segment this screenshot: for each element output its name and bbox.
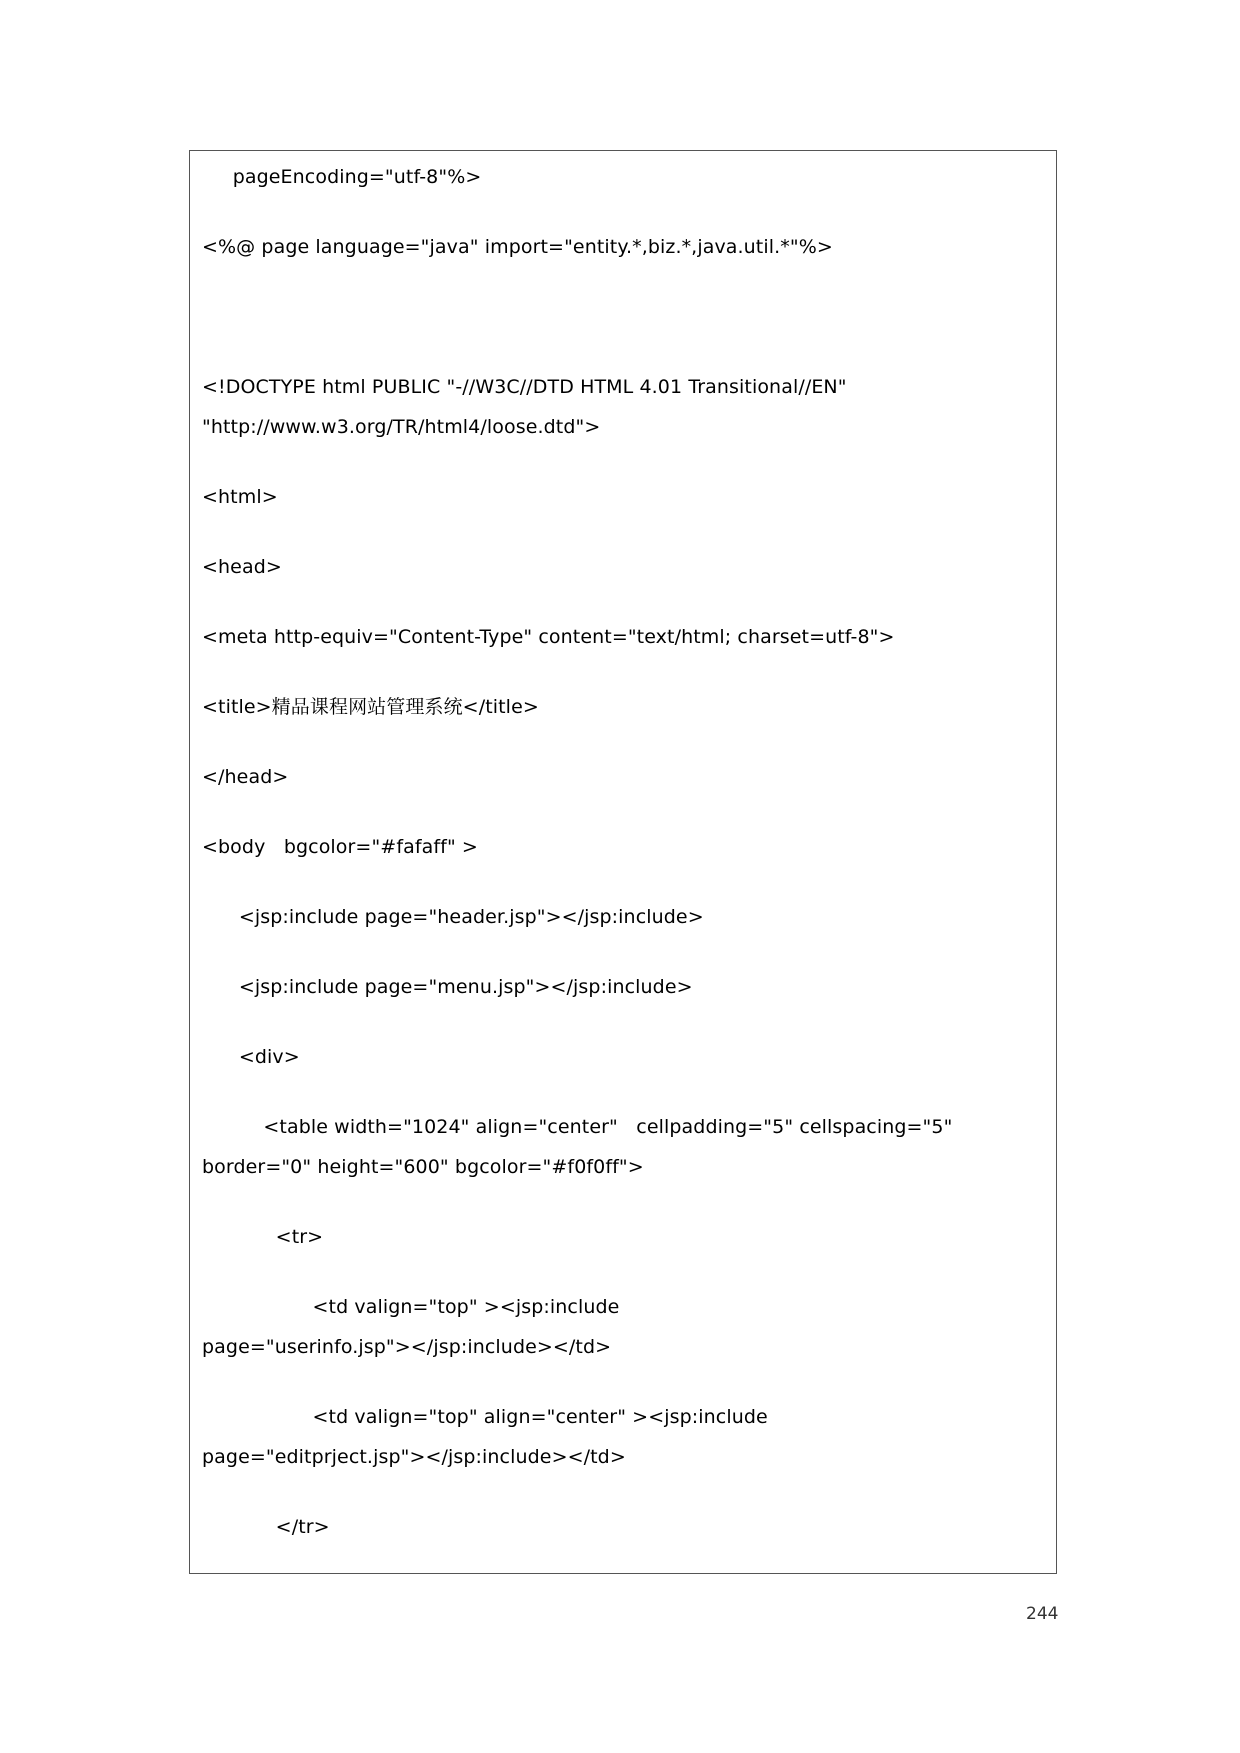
- code-line: page="editprject.jsp"></jsp:include></td>: [202, 1446, 626, 1468]
- code-line: <jsp:include page="header.jsp"></jsp:include>: [202, 906, 704, 928]
- code-line: </tr>: [202, 1516, 330, 1538]
- code-line: <html>: [202, 486, 278, 508]
- code-listing-box: [189, 150, 1057, 1574]
- code-line: <%@ page language="java" import="entity.*,biz.*,java.util.*"%>: [202, 236, 833, 258]
- code-line: page="userinfo.jsp"></jsp:include></td>: [202, 1336, 612, 1358]
- code-line: <table width="1024" align="center" cellpadding="5" cellspacing="5": [202, 1116, 953, 1138]
- code-line: pageEncoding="utf-8"%>: [202, 166, 482, 188]
- code-line: <td valign="top" ><jsp:include: [202, 1296, 620, 1318]
- code-line: <body bgcolor="#fafaff" >: [202, 836, 478, 858]
- code-line: border="0" height="600" bgcolor="#f0f0ff">: [202, 1156, 644, 1178]
- code-line: <meta http-equiv="Content-Type" content="text/html; charset=utf-8">: [202, 626, 895, 648]
- code-line: </head>: [202, 766, 289, 788]
- code-line: <div>: [202, 1046, 300, 1068]
- code-line: <tr>: [202, 1226, 324, 1248]
- code-line: <!DOCTYPE html PUBLIC "-//W3C//DTD HTML 4.01 Transitional//EN": [202, 376, 847, 398]
- page-number: 244: [1026, 1604, 1059, 1624]
- code-line: <jsp:include page="menu.jsp"></jsp:include>: [202, 976, 693, 998]
- code-line: <td valign="top" align="center" ><jsp:include: [202, 1406, 768, 1428]
- code-line: <title>精品课程网站管理系统</title>: [202, 696, 539, 718]
- code-line: "http://www.w3.org/TR/html4/loose.dtd">: [202, 416, 601, 438]
- code-line: <head>: [202, 556, 282, 578]
